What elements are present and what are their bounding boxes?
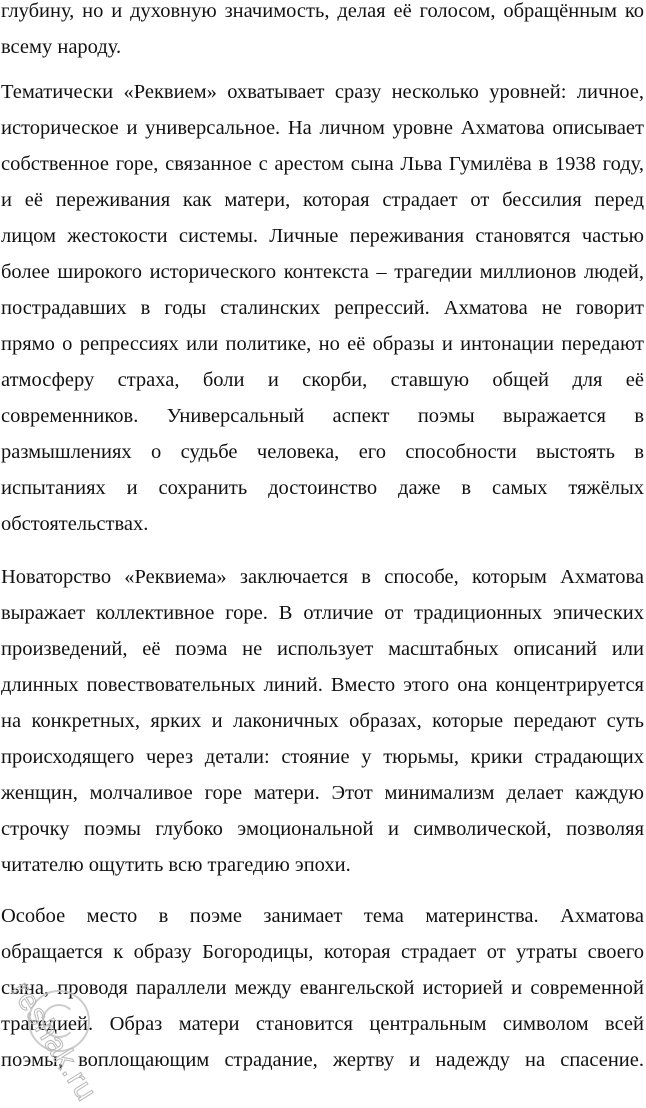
text-line: обращается к образу Богородицы, которая страдает от утраты своего — [1, 941, 644, 963]
text-line: поэмы, воплощающим страдание, жертву и надежду на спасение. — [1, 1049, 644, 1071]
text-line: глубину, но и духовную значимость, делая её голосом, обращённым ко — [1, 0, 644, 22]
text-line: прямо о репрессиях или политике, но её образы и интонации передают — [1, 333, 644, 355]
text-line: лицом жестокости системы. Личные переживания становятся частью — [1, 225, 644, 247]
text-line: размышлениях о судьбе человека, его способности выстоять в — [1, 441, 644, 463]
text-line: читателю ощутить всю трагедию эпохи. — [1, 854, 351, 876]
text-line: сына, проводя параллели между евангельской историей и современной — [1, 977, 644, 999]
text-line: на конкретных, ярких и лаконичных образах, которые передают суть — [1, 710, 644, 732]
text-line: трагедией. Образ матери становится центральным символом всей — [1, 1013, 644, 1035]
text-line: собственное горе, связанное с арестом сына Льва Гумилёва в 1938 году, — [1, 153, 644, 175]
text-line: Новаторство «Реквиема» заключается в способе, которым Ахматова — [1, 566, 644, 588]
text-line: и её переживания как матери, которая страдает от бессилия перед — [1, 189, 644, 211]
text-line: Тематически «Реквием» охватывает сразу несколько уровней: личное, — [1, 81, 644, 103]
text-line: историческое и универсальное. На личном уровне Ахматова описывает — [1, 117, 644, 139]
text-line: длинных повествовательных линий. Вместо этого она концентрируется — [1, 674, 644, 696]
text-line: Особое место в поэме занимает тема материнства. Ахматова — [1, 905, 644, 927]
text-line: испытаниях и сохранить достоинство даже в самых тяжёлых — [1, 477, 644, 499]
text-line: выражает коллективное горе. В отличие от традиционных эпических — [1, 602, 644, 624]
text-line: атмосферу страха, боли и скорби, ставшую общей для её — [1, 369, 644, 391]
text-line: происходящего через детали: стояние у тюрьмы, крики страдающих — [1, 746, 644, 768]
text-line: всему народу. — [1, 36, 122, 58]
text-line: современников. Универсальный аспект поэмы выражается в — [1, 405, 644, 427]
text-line: строчку поэмы глубоко эмоциональной и символической, позволяя — [1, 818, 644, 840]
text-line: более широкого исторического контекста – трагедии миллионов людей, — [1, 261, 644, 283]
text-line: пострадавших в годы сталинских репрессий. Ахматова не говорит — [1, 297, 644, 319]
watermark-text: reshak.ru — [4, 975, 104, 1108]
text-line: обстоятельствах. — [1, 513, 149, 535]
text-line: женщин, молчаливое горе матери. Этот минимализм делает каждую — [1, 782, 644, 804]
text-line: произведений, её поэма не использует масштабных описаний или — [1, 638, 644, 660]
